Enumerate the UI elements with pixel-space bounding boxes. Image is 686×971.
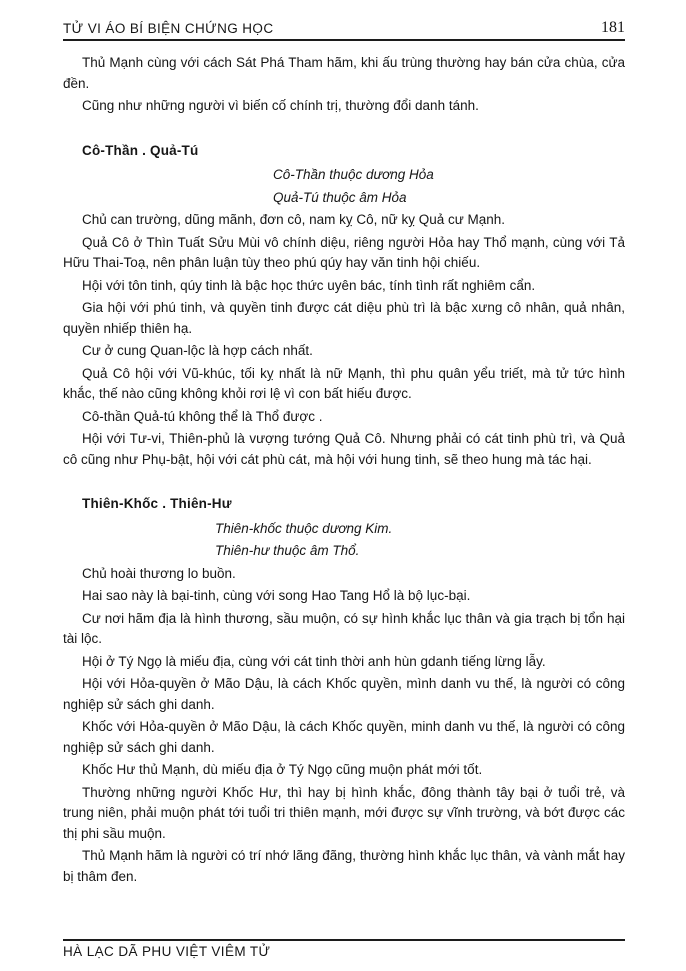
paragraph: Cư ở cung Quan-lộc là hợp cách nhất.: [82, 343, 313, 358]
section-heading-co-than-qua-tu: Cô-Thần . Quả-Tú: [82, 142, 199, 158]
page-number: 181: [601, 19, 625, 36]
page-header: [63, 20, 625, 41]
paragraph: Chủ can trường, dũng mãnh, đơn cô, nam kỵ Cô, nữ kỵ Quả cư Mạnh.: [82, 212, 506, 227]
paragraph: Khốc Hư thủ Mạnh, dù miếu địa ở Tý Ngọ cũng muộn phát mới tốt.: [82, 762, 483, 777]
footer-author: HÀ LẠC DÃ PHU VIỆT VIÊM TỬ: [63, 944, 271, 959]
paragraph: Chủ hoài thương lo buồn.: [82, 565, 236, 581]
paragraph: Cũng như những người vì biến cố chính trị, thường đổi danh tánh.: [82, 98, 479, 113]
paragraph: Cư nơi hãm địa là hình thương, sầu muộn, có sự hình khắc lục thân và gia trạch bị tổn hại tài lộc.: [63, 610, 625, 646]
attribute-line: Quả-Tú thuộc âm Hỏa: [273, 189, 407, 205]
page-body: [63, 53, 625, 887]
paragraph: Khốc với Hỏa-quyền ở Mão Dậu, là cách Khốc quyền, minh danh vu thế, là người có công nghiệp sử sách ghi danh.: [63, 719, 625, 755]
attribute-line: Cô-Thần thuộc dương Hỏa: [273, 167, 434, 182]
paragraph: Gia hội với phú tinh, và quyền tinh được cát diệu phù trì là bậc xưng cô nhân, quả nhân, quyền nhiếp thiên hạ.: [63, 300, 625, 336]
paragraph: Hai sao này là bại-tinh, cùng với song Hao Tang Hổ là bộ lục-bại.: [82, 588, 471, 603]
running-title: TỬ VI ÁO BÍ BIỆN CHỨNG HỌC: [63, 21, 274, 36]
paragraph: Thủ Mạnh cùng với cách Sát Phá Tham hãm, khi ấu trùng thường hay bán cửa chùa, cửa đền.: [63, 55, 625, 91]
paragraph: Quả Cô ở Thìn Tuất Sửu Mùi vô chính diệu, riêng người Hỏa hay Thổ mạnh, cùng với Tả Hữu Thai-Toạ, nên phân luận tùy theo phú qúy hay văn tinh hội chiếu.: [63, 234, 625, 270]
attribute-line: Thiên-hư thuộc âm Thổ.: [215, 543, 360, 558]
paragraph: Hội với Hỏa-quyền ở Mão Dậu, là cách Khốc quyền, mình danh vu thế, là người có công nghiệp sử sách ghi danh.: [63, 676, 625, 712]
page-footer: [63, 939, 625, 959]
paragraph: Thường những người Khốc Hư, thì hay bị hình khắc, đông thành tây bại ở tuổi trẻ, và trung niên, phải muộn phát tới tuổi tri thiên mạnh, mới được sự vĩnh trường, và bớt được các thị phi sầu muộn.: [63, 784, 625, 841]
section-heading-thien-khoc-thien-hu: Thiên-Khốc . Thiên-Hư: [82, 496, 232, 511]
attribute-line: Thiên-khốc thuộc dương Kim.: [215, 520, 393, 536]
paragraph: Quả Cô hội với Vũ-khúc, tối kỵ nhất là nữ Mạnh, thì phu quân yểu triết, mà tử tức hình khắc, thế nào cũng không khỏi rơi lệ vì con bất hiếu được.: [63, 365, 625, 401]
paragraph: Cô-thần Quả-tú không thể là Thổ được .: [82, 408, 323, 424]
paragraph: Hội với Tư-vi, Thiên-phủ là vượng tướng Quả Cô. Nhưng phải có cát tinh phù trì, và Quả cô cũng như Phụ-bật, hội với cát phù cát, mà hội với hung tinh, sẽ theo hung mà tác hại.: [63, 431, 625, 467]
paragraph: Hội ở Tý Ngọ là miếu địa, cùng với cát tinh thời anh hùn gdanh tiếng lừng lẫy.: [82, 653, 546, 669]
paragraph: Thủ Mạnh hãm là người có trí nhớ lãng đãng, thường hình khắc lục thân, và vành mắt hay bị thâm đen.: [63, 848, 625, 884]
paragraph: Hội với tôn tinh, qúy tinh là bậc học thức uyên bác, tính tình rất nghiêm cẩn.: [82, 277, 536, 293]
